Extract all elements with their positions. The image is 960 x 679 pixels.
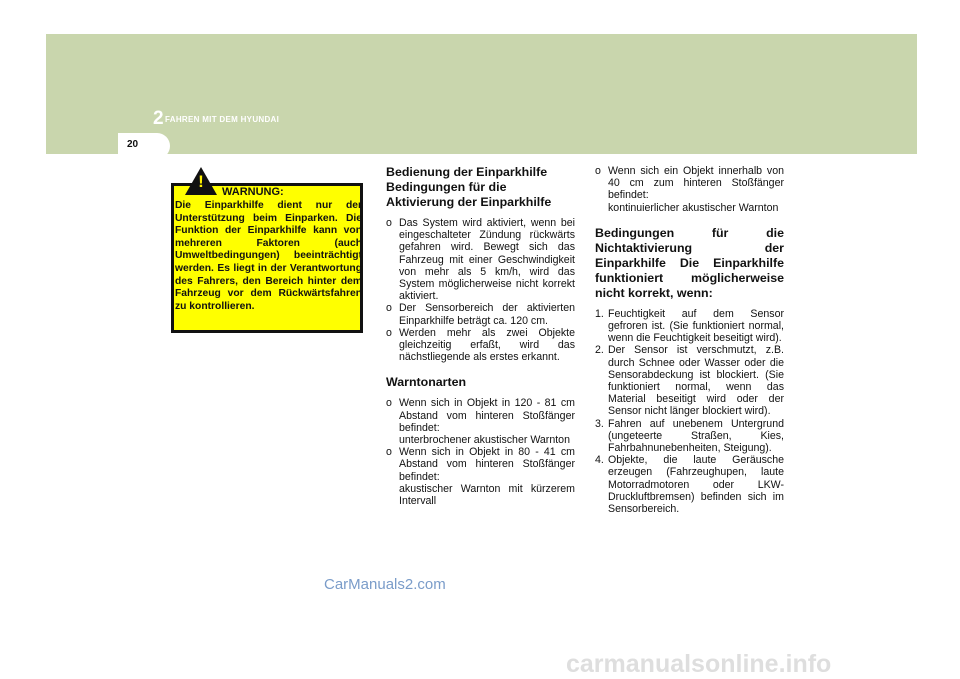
middle-column — [386, 165, 575, 507]
activation-list — [386, 217, 575, 363]
warning-tone-list-continued — [595, 165, 784, 214]
list-marker: 1. — [595, 307, 604, 320]
section-heading-warning-tones: Warntonarten — [386, 375, 467, 390]
warning-text: Die Einparkhilfe dient nur der Unterstützung beim Einparken. Die Funktion der Einparkhilfe kann von mehreren Faktoren (auch Umweltbedingungen) beeinträchtigt werden. Es liegt in der Verantwortung des Fahrers, den Bereich hinter dem Fahrzeug vor dem Rückwärtsfahren zu kontrollieren. — [175, 200, 362, 312]
list-item-text: Der Sensor ist verschmutzt, z.B. durch Schnee oder Wasser oder die Sensorabdeckung ist blockiert. (Sie funktioniert normal, wenn das Material beseitigt wird oder der Sensor nicht länger blockiert wird). — [608, 344, 784, 418]
warning-title: WARNUNG: — [222, 186, 284, 198]
list-marker: 4. — [595, 454, 604, 467]
list-item-subtext: unterbrochener akustischer Warnton — [399, 434, 570, 447]
list-item-text: Wenn sich in Objekt in 80 - 41 cm Abstand vom hinteren Stoßfänger befindet: — [399, 446, 575, 483]
section-heading-activation: Bedienung der Einparkhilfe Bedingungen für die Aktivierung der Einparkhilfe — [386, 165, 552, 209]
chapter-number: 2 — [153, 108, 164, 129]
warning-tone-list — [386, 397, 575, 507]
list-item — [595, 308, 784, 345]
list-item-text: Wenn sich ein Objekt innerhalb von 40 cm zum hinteren Stoßfänger befindet: — [608, 165, 784, 202]
list-item-text: Objekte, die laute Geräusche erzeugen (Fahrzeughupen, laute Motorradmotoren oder LKW-Druckluftbremsen) befinden sich im Sensorbereich. — [608, 454, 784, 516]
list-item — [595, 418, 784, 455]
list-item-text: Der Sensorbereich der aktivierten Einparkhilfe beträgt ca. 120 cm. — [399, 302, 575, 327]
list-marker: o — [386, 397, 392, 410]
page-number-tab — [118, 133, 170, 159]
list-marker: o — [386, 326, 392, 339]
list-item-subtext: akustischer Warnton mit kürzerem Intervall — [399, 482, 575, 508]
nonactivation-list — [595, 308, 784, 515]
list-item — [595, 165, 784, 214]
list-item — [386, 217, 575, 302]
section-heading-nonactivation: Bedingungen für die Nichtaktivierung der Einparkhilfe Die Einparkhilfe funktioniert möglicherweise nicht korrekt, wenn: — [595, 225, 784, 300]
list-marker: 3. — [595, 417, 604, 430]
list-item-text: Feuchtigkeit auf dem Sensor gefroren ist. (Sie funktioniert normal, wenn die Feuchtigkeit beseitigt wird). — [608, 307, 784, 345]
watermark-link[interactable]: CarManuals2.com — [324, 576, 446, 593]
list-item — [386, 302, 575, 326]
right-column — [595, 165, 784, 515]
list-item — [386, 327, 575, 364]
list-item — [595, 454, 784, 515]
list-item-text: Fahren auf unebenem Untergrund (ungeteerte Straßen, Kies, Fahrbahnunebenheiten, Steigung). — [608, 417, 784, 455]
chapter-title: FAHREN MIT DEM HYUNDAI — [165, 115, 280, 124]
list-marker: 2. — [595, 344, 604, 357]
list-item — [386, 397, 575, 446]
list-item — [386, 446, 575, 507]
list-item-subtext: kontinuierlicher akustischer Warnton — [608, 201, 779, 214]
page-number: 20 — [127, 139, 139, 150]
list-item-text: Wenn sich in Objekt in 120 - 81 cm Abstand vom hinteren Stoßfänger befindet: — [399, 397, 575, 434]
list-marker: o — [386, 302, 392, 315]
list-item-text: Werden mehr als zwei Objekte gleichzeitig erfaßt, wird das nächstliegende als erstes erkannt. — [399, 326, 575, 364]
header-band — [46, 34, 917, 153]
list-item-text: Das System wird aktiviert, wenn bei eingeschalteter Zündung rückwärts gefahren wird. Bewegt sich das Fahrzeug mit einer Geschwindigkeit von mehr als 5 km/h, wird das System möglicherweise nicht korrekt aktiviert. — [399, 217, 575, 303]
watermark-footer: carmanualsonline.info — [566, 650, 832, 678]
exclamation-icon: ! — [198, 172, 204, 191]
list-item — [595, 344, 784, 417]
list-marker: o — [386, 217, 392, 229]
header-rule — [46, 153, 917, 154]
list-marker: o — [595, 165, 601, 177]
list-marker: o — [386, 446, 392, 459]
